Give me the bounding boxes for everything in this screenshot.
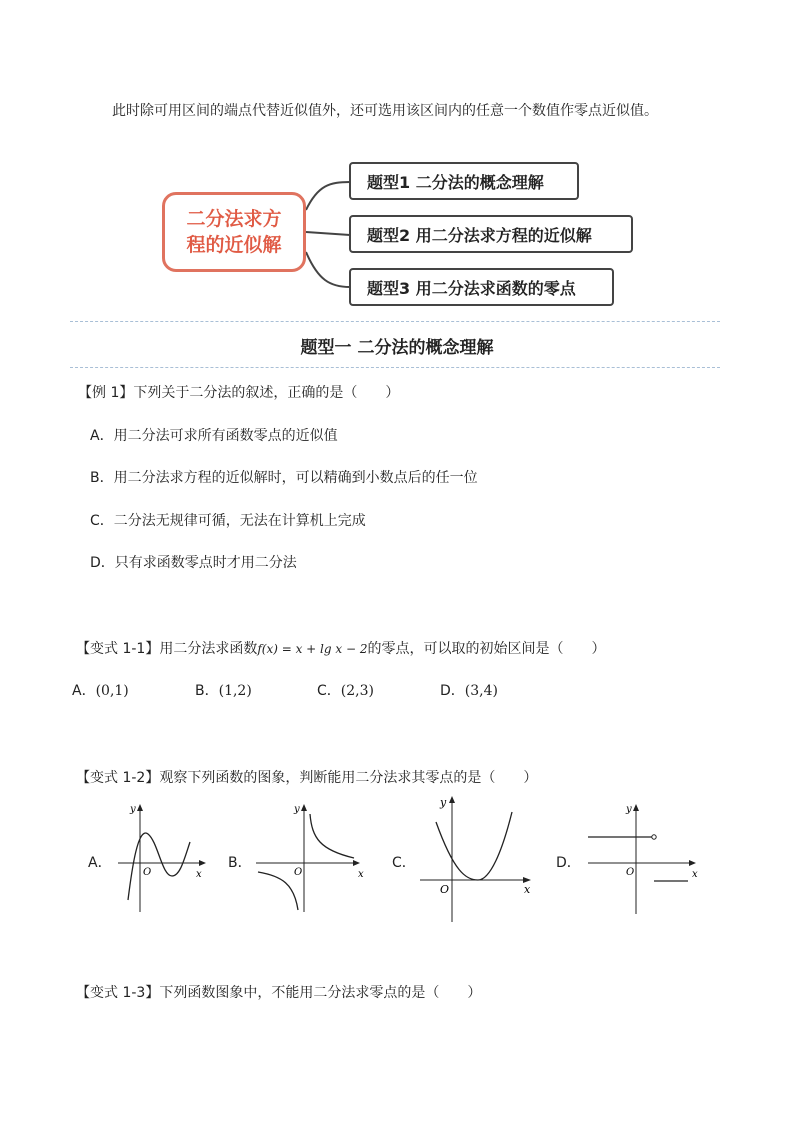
variant11-option-d: D．(3,4) xyxy=(440,683,498,699)
graph-a-label: A． xyxy=(88,855,112,871)
graph-d xyxy=(584,798,702,916)
variant12-stem: 【变式 1-2】观察下列函数的图象，判断能用二分法求其零点的是（ ） xyxy=(76,770,538,786)
variant11-option-b: B．(1,2) xyxy=(195,683,252,699)
mindmap-center-line1: 二分法求方 xyxy=(186,208,282,230)
example1-option-c: C．二分法无规律可循，无法在计算机上完成 xyxy=(90,513,366,529)
variant11-option-a: A．(0,1) xyxy=(72,683,129,699)
graph-d-x-label: x xyxy=(692,869,698,880)
graph-a-y-label: y xyxy=(130,804,136,815)
mindmap-branch-2: 题型2 用二分法求方程的近似解 xyxy=(349,215,633,253)
graph-b-x-label: x xyxy=(358,869,364,880)
section-title: 题型一 二分法的概念理解 xyxy=(300,338,494,358)
variant11-option-c: C．(2,3) xyxy=(317,683,374,699)
graph-b xyxy=(252,798,367,916)
variant11-stem-after: 的零点，可以取的初始区间是（ ） xyxy=(367,641,606,657)
graph-a xyxy=(110,798,210,916)
graph-a-x-label: x xyxy=(196,869,202,880)
graph-d-label: D． xyxy=(556,855,581,871)
intro-text: 此时除可用区间的端点代替近似值外，还可选用该区间内的任意一个数值作零点近似值。 xyxy=(112,103,658,119)
divider-top xyxy=(70,321,720,322)
mindmap-branch-1: 题型1 二分法的概念理解 xyxy=(349,162,579,200)
variant11-stem-before: 【变式 1-1】用二分法求函数 xyxy=(76,641,258,657)
mindmap-center-topic xyxy=(162,192,306,272)
graph-c-x-label: x xyxy=(524,883,531,896)
graph-b-origin: O xyxy=(294,867,303,878)
graph-d-origin: O xyxy=(626,867,635,878)
mindmap-branch-3: 题型3 用二分法求函数的零点 xyxy=(349,268,614,306)
variant11-stem xyxy=(76,638,605,658)
mindmap-center-line2: 程的近似解 xyxy=(186,234,282,256)
example1-option-d: D．只有求函数零点时才用二分法 xyxy=(90,555,297,571)
graph-b-label: B． xyxy=(228,855,252,871)
graph-a-origin: O xyxy=(143,867,152,878)
example1-option-b: B．用二分法求方程的近似解时，可以精确到小数点后的任一位 xyxy=(90,470,478,486)
graph-c-label: C． xyxy=(392,855,416,871)
graph-c-origin: O xyxy=(440,883,450,896)
graph-c-y-label: y xyxy=(440,796,447,809)
graph-b-y-label: y xyxy=(294,804,300,815)
variant13-stem: 【变式 1-3】下列函数图象中，不能用二分法求零点的是（ ） xyxy=(76,985,482,1001)
graph-c xyxy=(416,792,536,924)
variant11-formula: f(x) = x + lg x − 2 xyxy=(257,642,368,656)
divider-bottom xyxy=(70,367,720,368)
example1-option-a: A．用二分法可求所有函数零点的近似值 xyxy=(90,428,338,444)
graph-d-y-label: y xyxy=(626,804,632,815)
example1-stem: 【例 1】下列关于二分法的叙述，正确的是（ ） xyxy=(78,385,400,401)
